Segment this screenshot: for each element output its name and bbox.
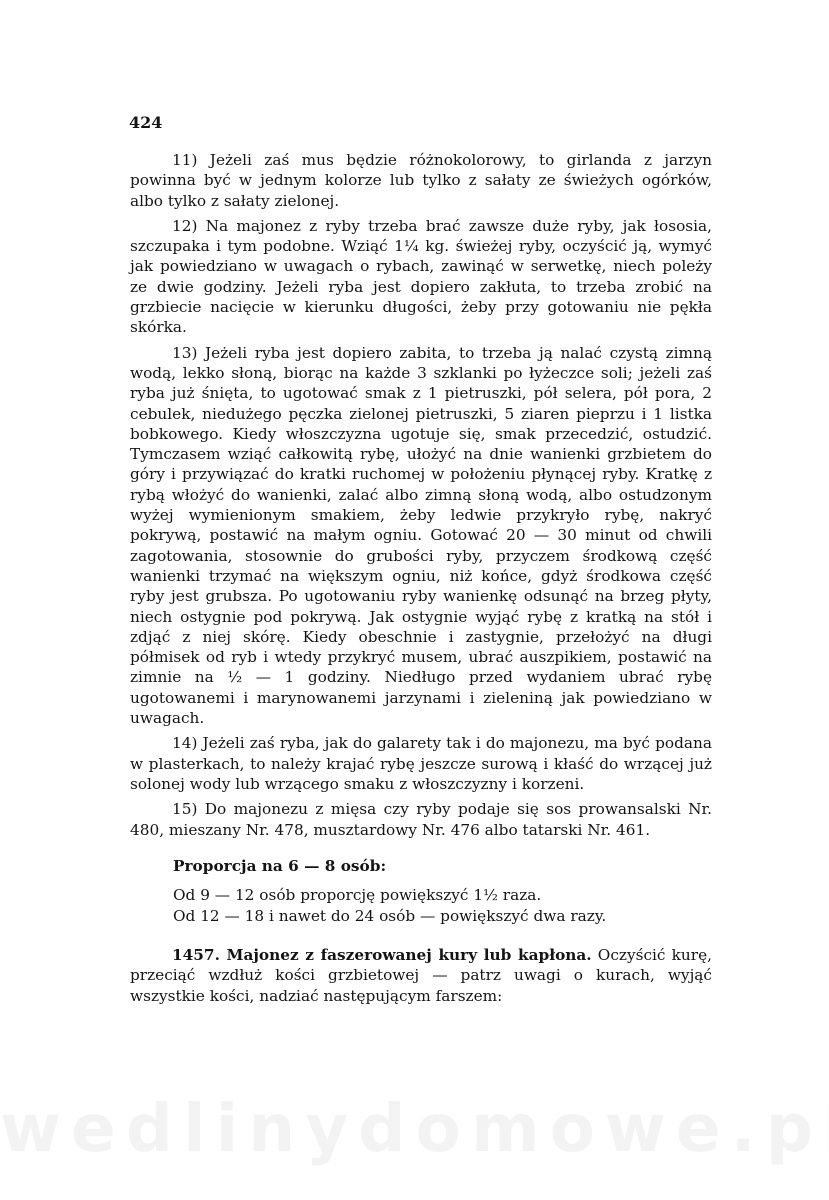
recipe-text: Oczyścić kurę, przeciąć wzdłuż kości grzbietowej — patrz uwagi o kurach, wyjąć wszystkie kości, nadziać następującym farszem:	[130, 946, 712, 1005]
watermark	[0, 1090, 829, 1167]
page-body	[130, 150, 712, 840]
proportions-heading: Proporcja na 6 — 8 osób:	[173, 857, 387, 875]
proportion-line: Od 12 — 18 i nawet do 24 osób — powiększyć dwa razy.	[173, 906, 607, 925]
recipe-title: 1457. Majonez z faszerowanej kury lub kapłona.	[172, 946, 592, 964]
paragraph-14: 14) Jeżeli zaś ryba, jak do galarety tak i do majonezu, ma być podana w plasterkach, to należy krajać rybę jeszcze surową i kłaść do wrzącej już solonej wody lub wrzącego smaku z włoszczyzny i korzeni.	[130, 734, 712, 793]
proportion-line: Od 9 — 12 osób proporcję powiększyć 1½ raza.	[173, 886, 542, 905]
paragraph-13: 13) Jeżeli ryba jest dopiero zabita, to trzeba ją nalać czystą zimną wodą, lekko słoną, biorąc na każde 3 szklanki po łyżeczce soli; jeżeli zaś ryba już śnięta, to ugotować smak z 1 pietruszki, pół selera, pół pora, 2 cebulek, niedużego pęczka zielonej pietruszki, 5 ziaren pieprzu i 1 listka bobkowego. Kiedy włoszczyzna ugotuje się, smak przecedzić, ostudzić. Tymczasem wziąć całkowitą rybę, ułożyć na dnie wanienki grzbietem do góry i przywiązać do kratki ruchomej w położeniu płynącej ryby. Kratkę z rybą włożyć do wanienki, zalać albo zimną słoną wodą, albo ostudzonym wyżej wymienionym smakiem, żeby ledwie przykryło rybę, nakryć pokrywą, postawić na małym ogniu. Gotować 20 — 30 minut od chwili zagotowania, stosownie do grubości ryby, przyczem środkową część wanienki trzymać na większym ogniu, niż końce, gdyż środkowa część ryby jest grubsza. Po ugotowaniu ryby wanienkę odsunąć na brzeg płyty, niech ostygnie pod pokrywą. Jak ostygnie wyjąć rybę z kratką na stół i zdjąć z niej skórę. Kiedy obeschnie i zastygnie, przełożyć na długi półmisek od ryb i wtedy przykryć musem, ubrać auszpikiem, postawić na zimnie na ½ — 1 godziny. Niedługo przed wydaniem ubrać rybę ugotowanemi i marynowanemi jarzynami i zieleniną jak powiedziano w uwagach.	[130, 343, 712, 728]
paragraph-11: 11) Jeżeli zaś mus będzie różnokolorowy, to girlanda z jarzyn powinna być w jednym kolorze lub tylko z sałaty ze świeżych ogórków, albo tylko z sałaty zielonej.	[130, 151, 712, 210]
recipe-1457	[130, 945, 712, 1006]
page-number: 424	[129, 113, 163, 132]
paragraph-12: 12) Na majonez z ryby trzeba brać zawsze duże ryby, jak łososia, szczupaka i tym podobne. Wziąć 1¼ kg. świeżej ryby, oczyścić ją, wymyć jak powiedziano w uwagach o rybach, zawinąć w serwetkę, niech poleży ze dwie godziny. Jeżeli ryba jest dopiero zakłuta, to trzeba zrobić na grzbiecie nacięcie w kierunku długości, żeby przy gotowaniu nie pękła skórka.	[130, 216, 712, 337]
proportions-section	[173, 856, 606, 926]
paragraph-15: 15) Do majonezu z mięsa czy ryby podaje się sos prowansalski Nr. 480, mieszany Nr. 478, musztardowy Nr. 476 albo tatarski Nr. 461.	[130, 800, 712, 839]
